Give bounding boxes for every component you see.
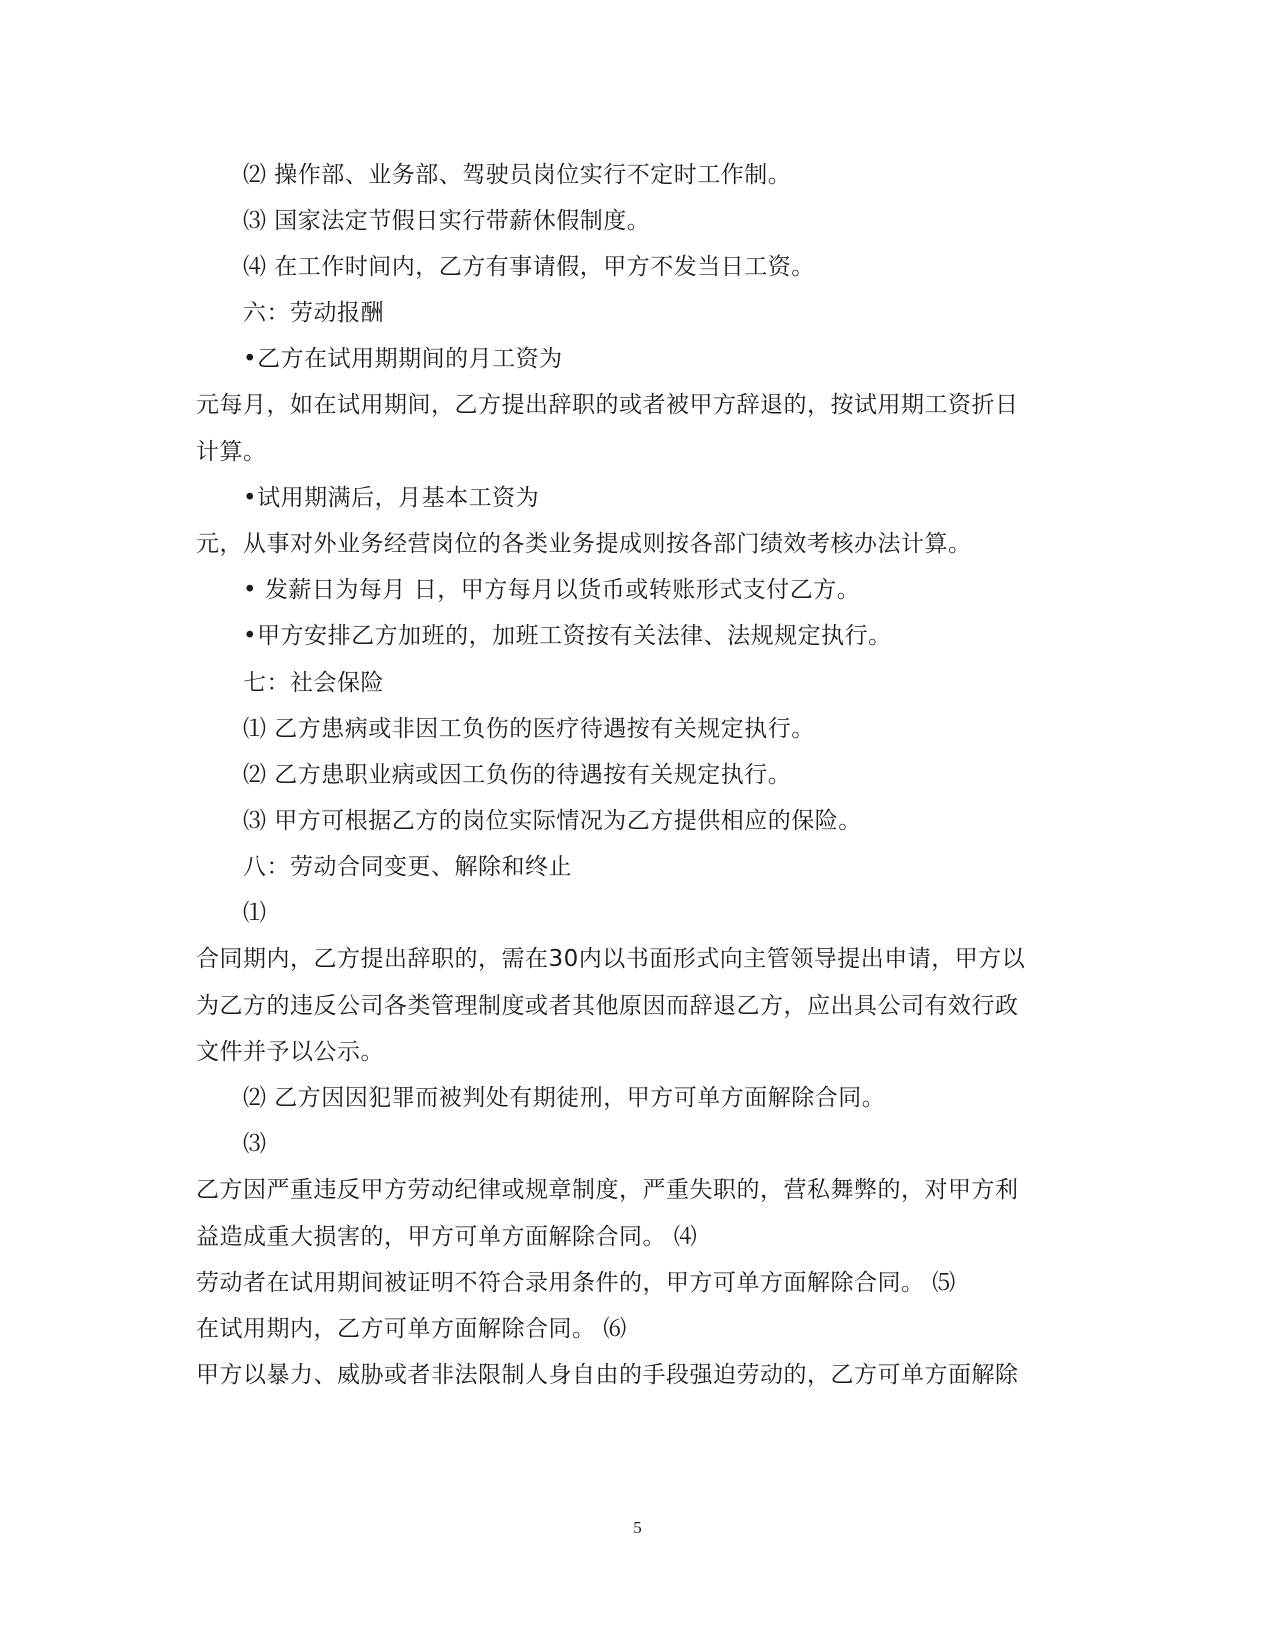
text-line: ⑶ [243,1131,267,1157]
text-line: ⑴ 乙方患病或非因工负伤的医疗待遇按有关规定执行。 [243,716,815,742]
section-heading: 八：劳动合同变更、解除和终止 [243,854,572,880]
section-heading: 七：社会保险 [243,670,384,696]
text-line: 元每月，如在试用期间，乙方提出辞职的或者被甲方辞退的，按试用期工资折日 [196,392,1019,418]
text-line: ⑷ 在工作时间内，乙方有事请假，甲方不发当日工资。 [243,254,815,280]
text-line: ⑶ 甲方可根据乙方的岗位实际情况为乙方提供相应的保险。 [243,808,862,834]
text-line: •乙方在试用期期间的月工资为 [243,346,563,372]
text-line: •试用期满后，月基本工资为 [243,485,540,511]
text-line: 在试用期内，乙方可单方面解除合同。 ⑹ [196,1316,627,1342]
text-line: ⑵ 乙方患职业病或因工负伤的待遇按有关规定执行。 [243,762,792,788]
text-line: ⑵ 操作部、业务部、驾驶员岗位实行不定时工作制。 [243,162,792,188]
text-line: 乙方因严重违反甲方劳动纪律或规章制度，严重失职的，营私舞弊的，对甲方利 [196,1177,1019,1203]
section-heading: 六：劳动报酬 [243,300,384,326]
text-line: 元，从事对外业务经营岗位的各类业务提成则按各部门绩效考核办法计算。 [196,531,972,557]
text-line: •甲方安排乙方加班的，加班工资按有关法律、法规规定执行。 [243,623,892,649]
text-line: 益造成重大损害的，甲方可单方面解除合同。 ⑷ [196,1224,698,1250]
text-line: 合同期内，乙方提出辞职的，需在30内以书面形式向主管领导提出申请，甲方以 [196,946,1026,972]
text-line: • 发薪日为每月 日，甲方每月以货币或转账形式支付乙方。 [243,577,861,603]
text-line: 文件并予以公示。 [196,1039,384,1065]
text-line: 为乙方的违反公司各类管理制度或者其他原因而辞退乙方，应出具公司有效行政 [196,993,1019,1019]
text-line: 甲方以暴力、威胁或者非法限制人身自由的手段强迫劳动的，乙方可单方面解除 [196,1362,1019,1388]
text-line: ⑵ 乙方因因犯罪而被判处有期徒刑，甲方可单方面解除合同。 [243,1085,886,1111]
page-number: 5 [633,1518,642,1537]
text-line: 劳动者在试用期间被证明不符合录用条件的，甲方可单方面解除合同。 ⑸ [196,1270,956,1296]
text-line: ⑶ 国家法定节假日实行带薪休假制度。 [243,208,651,234]
text-line: 计算。 [196,439,267,465]
text-line: ⑴ [243,900,267,926]
